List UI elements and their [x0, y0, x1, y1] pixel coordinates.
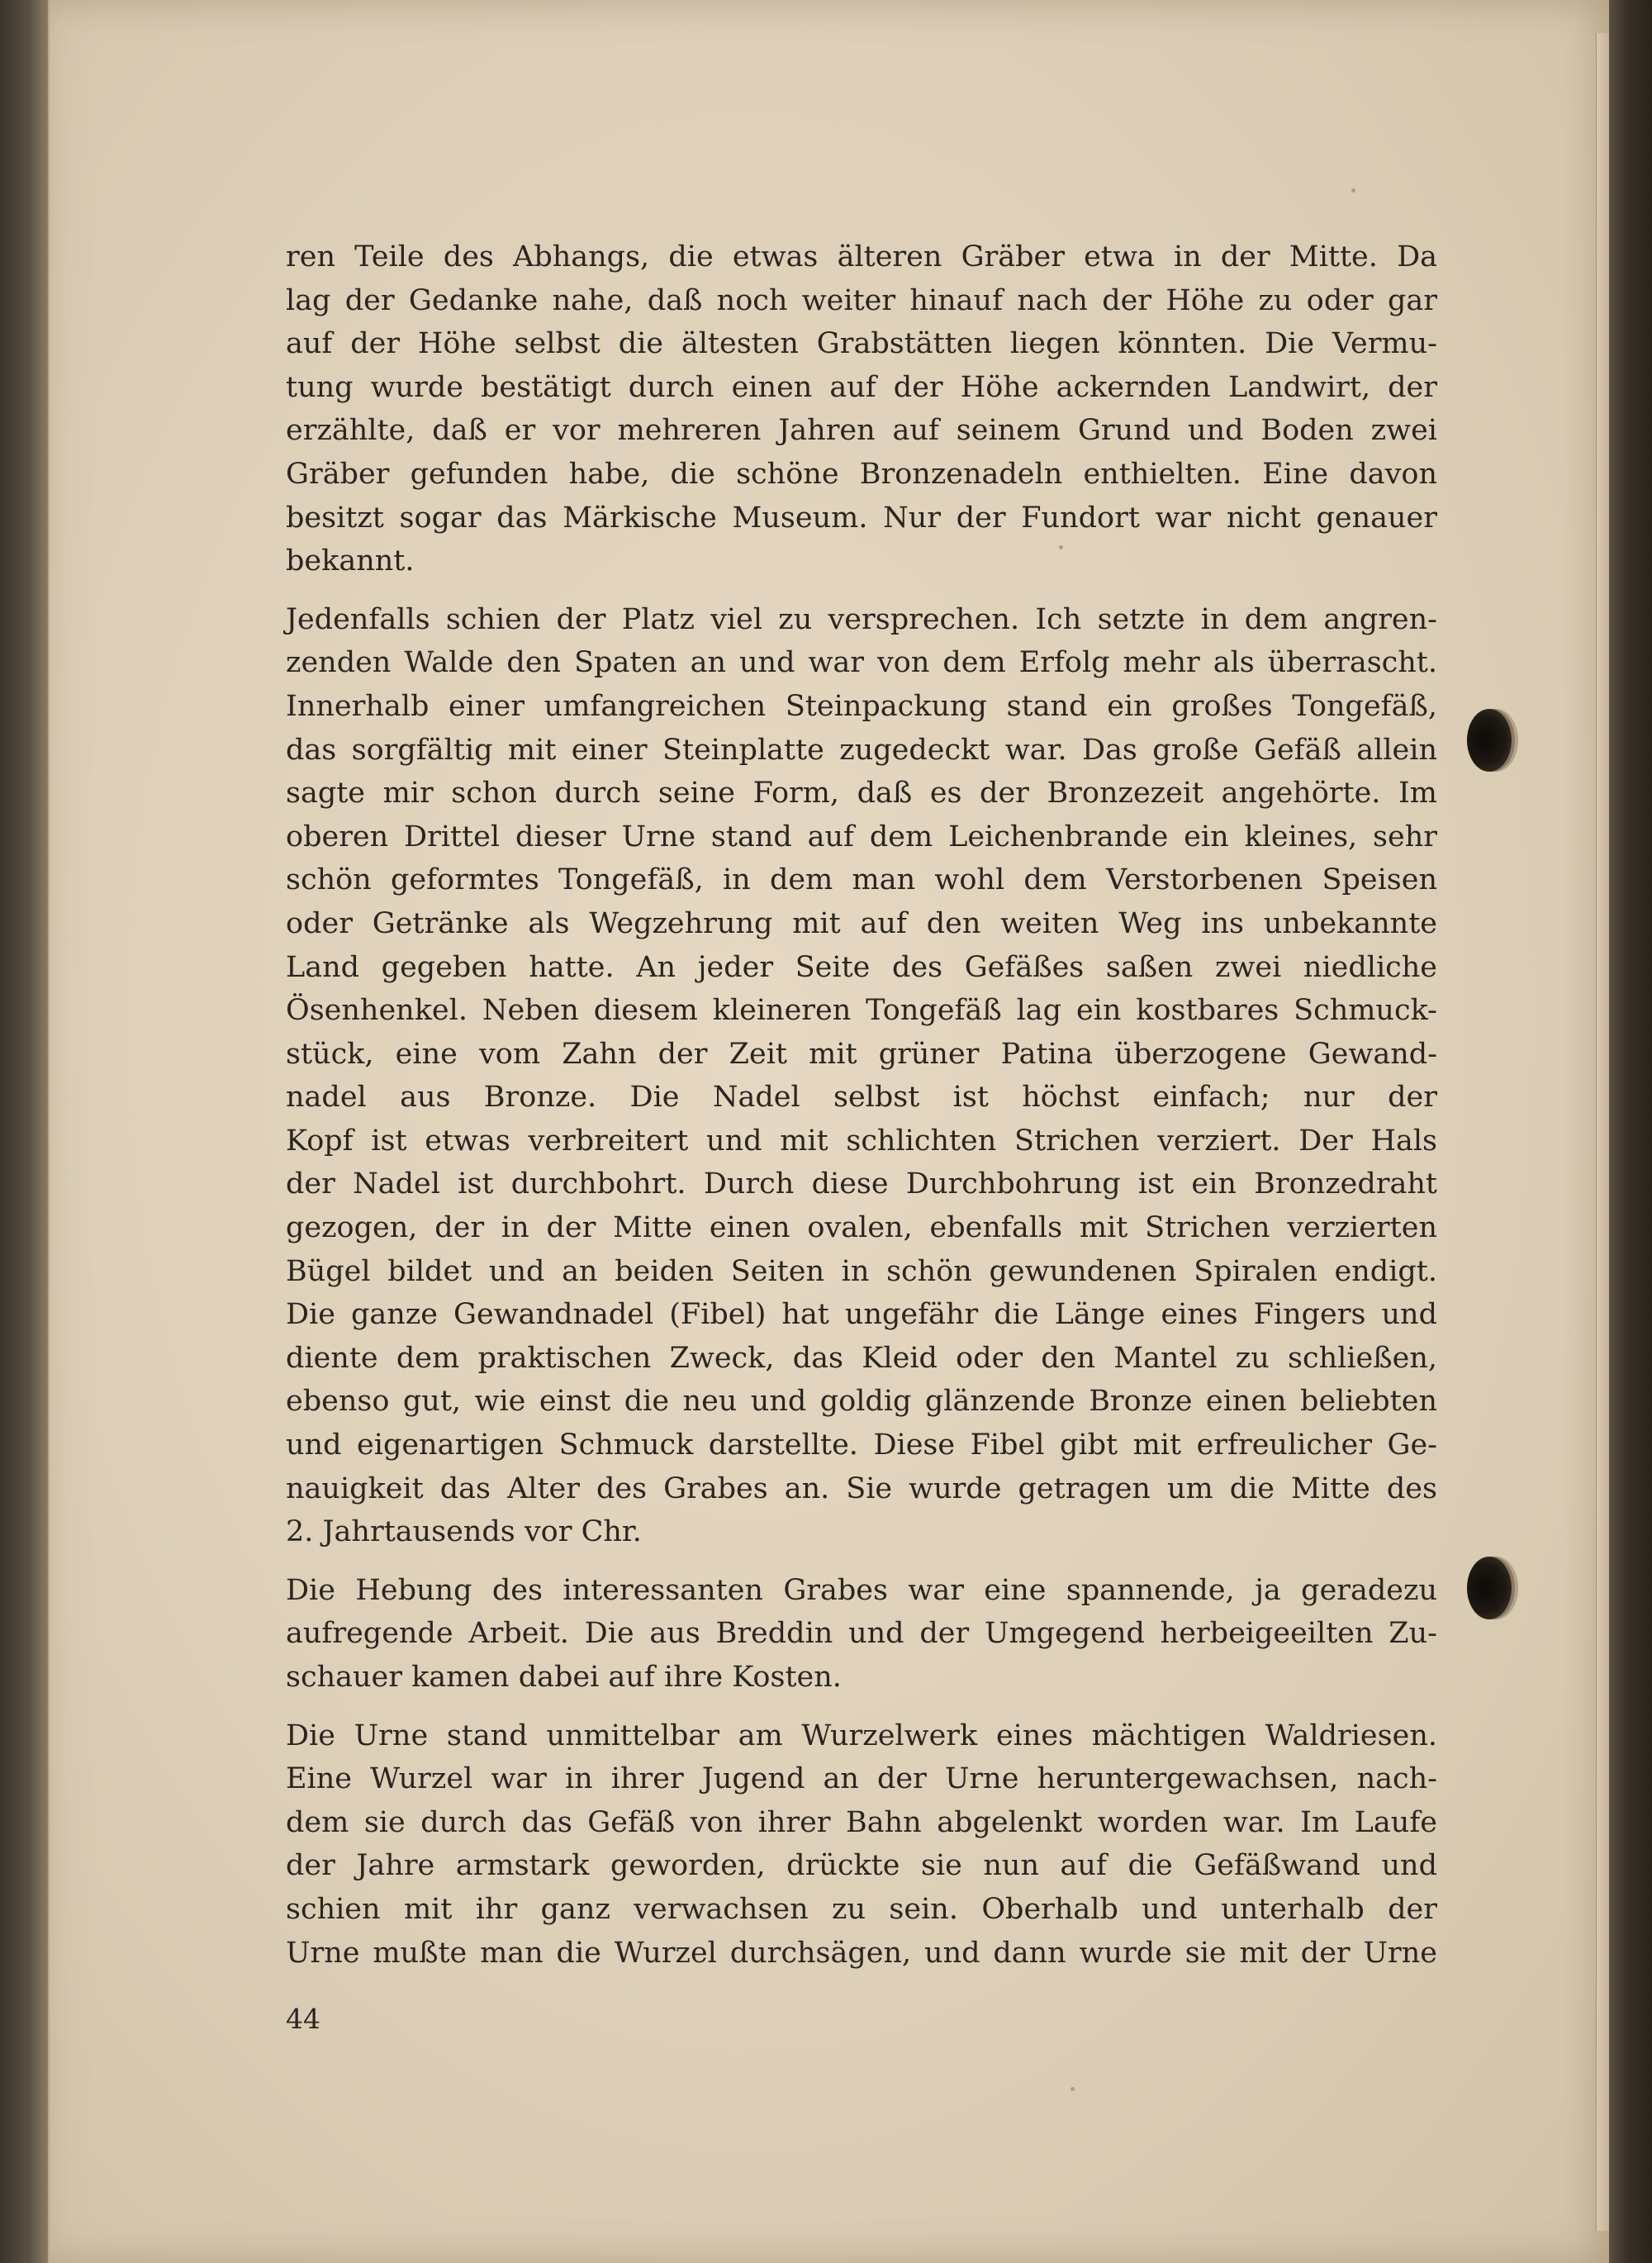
text-line: nauigkeit das Alter des Grabes an. Sie wurde getragen um die Mitte des — [286, 1471, 1437, 1505]
text-line: bekannt. — [286, 544, 415, 578]
punch-hole-lower — [1467, 1557, 1512, 1619]
text-line: schön geformtes Tongefäß, in dem man wohl dem Verstorbenen Speisen — [286, 863, 1437, 897]
text-line: oder Getränke als Wegzehrung mit auf den weiten Weg ins unbekannte — [286, 906, 1437, 940]
text-line: schien mit ihr ganz verwachsen zu sein. Oberhalb und unterhalb der — [286, 1892, 1437, 1926]
text-line: tung wurde bestätigt durch einen auf der Höhe ackernden Landwirt, der — [286, 370, 1437, 404]
text-line: Die Urne stand unmittelbar am Wurzelwerk eines mächtigen Waldriesen. — [286, 1719, 1437, 1752]
text-line: 2. Jahrtausends vor Chr. — [286, 1515, 642, 1549]
text-line: Jedenfalls schien der Platz viel zu versprechen. Ich setzte in dem angren- — [286, 602, 1437, 636]
paragraph-3 — [286, 1569, 1437, 1700]
text-line: erzählte, daß er vor mehreren Jahren auf seinem Grund und Boden zwei — [286, 414, 1437, 448]
text-line: ebenso gut, wie einst die neu und goldig glänzende Bronze einen beliebten — [286, 1385, 1437, 1419]
text-line: sagte mir schon durch seine Form, daß es der Bronzezeit angehörte. Im — [286, 777, 1437, 811]
text-line: Land gegeben hatte. An jeder Seite des Gefäßes saßen zwei niedliche — [286, 950, 1437, 984]
text-line: Kopf ist etwas verbreitert und mit schlichten Strichen verziert. Der Hals — [286, 1124, 1437, 1158]
paper-speck — [1351, 188, 1355, 193]
text-line: lag der Gedanke nahe, daß noch weiter hinauf nach der Höhe zu oder gar — [286, 283, 1437, 317]
text-line: das sorgfältig mit einer Steinplatte zugedeckt war. Das große Gefäß allein — [286, 733, 1437, 767]
text-line: schauer kamen dabei auf ihre Kosten. — [286, 1661, 842, 1694]
paper-speck — [1070, 2087, 1075, 2091]
text-line: der Nadel ist durchbohrt. Durch diese Durchbohrung ist ein Bronzedraht — [286, 1167, 1437, 1201]
punch-hole-upper — [1467, 709, 1512, 772]
text-line: und eigenartigen Schmuck darstellte. Diese Fibel gibt mit erfreulicher Ge- — [286, 1429, 1437, 1462]
text-line: der Jahre armstark geworden, drückte sie nun auf die Gefäßwand und — [286, 1849, 1437, 1883]
paragraph-4 — [286, 1714, 1437, 1975]
paragraph-1 — [286, 235, 1437, 583]
text-line: stück, eine vom Zahn der Zeit mit grüner Patina überzogene Gewand- — [286, 1037, 1437, 1071]
body-text — [286, 235, 1437, 1990]
text-line: Die ganze Gewandnadel (Fibel) hat ungefähr die Länge eines Fingers und — [286, 1298, 1437, 1332]
text-line: Bügel bildet und an beiden Seiten in schön gewundenen Spiralen endigt. — [286, 1254, 1437, 1288]
text-line: dem sie durch das Gefäß von ihrer Bahn abgelenkt worden war. Im Laufe — [286, 1805, 1437, 1839]
page-number: 44 — [286, 2003, 320, 2035]
text-line: nadel aus Bronze. Die Nadel selbst ist höchst einfach; nur der — [286, 1081, 1437, 1115]
text-line: besitzt sogar das Märkische Museum. Nur der Fundort war nicht genauer — [286, 501, 1437, 535]
text-line: gezogen, der in der Mitte einen ovalen, ebenfalls mit Strichen verzierten — [286, 1211, 1437, 1245]
text-line: Innerhalb einer umfangreichen Steinpackung stand ein großes Tongefäß, — [286, 689, 1437, 723]
text-line: aufregende Arbeit. Die aus Breddin und der Umgegend herbeigeeilten Zu- — [286, 1617, 1437, 1651]
left-binding-edge — [0, 0, 48, 2263]
text-line: Ösenhenkel. Neben diesem kleineren Tongefäß lag ein kostbares Schmuck- — [286, 994, 1437, 1028]
text-line: diente dem praktischen Zweck, das Kleid oder den Mantel zu schließen, — [286, 1341, 1437, 1375]
text-line: Urne mußte man die Wurzel durchsägen, und dann wurde sie mit der Urne — [286, 1936, 1437, 1970]
text-line: oberen Drittel dieser Urne stand auf dem Leichenbrande ein kleines, sehr — [286, 820, 1437, 853]
text-line: ren Teile des Abhangs, die etwas älteren Gräber etwa in der Mitte. Da — [286, 240, 1437, 273]
text-line: zenden Walde den Spaten an und war von dem Erfolg mehr als überrascht. — [286, 646, 1437, 680]
text-line: Die Hebung des interessanten Grabes war eine spannende, ja geradezu — [286, 1573, 1437, 1607]
right-binding-edge — [1609, 0, 1652, 2263]
text-line: Eine Wurzel war in ihrer Jugend an der Urne heruntergewachsen, nach- — [286, 1762, 1437, 1796]
text-line: Gräber gefunden habe, die schöne Bronzenadeln enthielten. Eine davon — [286, 457, 1437, 491]
paragraph-2 — [286, 598, 1437, 1554]
text-line: auf der Höhe selbst die ältesten Grabstätten liegen könnten. Die Vermu- — [286, 327, 1437, 361]
